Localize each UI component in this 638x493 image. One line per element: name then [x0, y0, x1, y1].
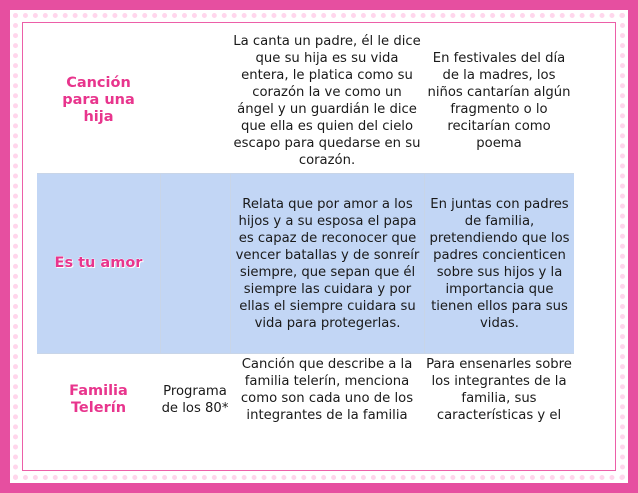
program-cell: Programa de los 80* [161, 383, 229, 416]
song-title: Canción para una hija [62, 75, 135, 125]
description-cell: Canción que describe a la familia telerín, menciona como son cada uno de los integrantes de la familia [240, 357, 414, 423]
program-cell [160, 174, 230, 353]
description-cell: La canta un padre, él le dice que su hija es su vida entera, le platica como su corazón la ve como un ángel y un guardián le dice que ella es quien del cielo escapo para quedarse en su corazón. [233, 33, 421, 168]
table-row [37, 354, 574, 445]
song-title-cell [37, 174, 160, 353]
song-title-cell [37, 354, 160, 445]
description-cell: Relata que por amor a los hijos y a su esposa el papa es capaz de reconocer que vencer batallas y de sonreír siempre, que sepan que él siempre las cuidara y por ellas el siempre cuidara su vida para protegerlas. [230, 174, 424, 353]
use-cell: Para ensenarles sobre los integrantes de la familia, sus características y el [426, 357, 572, 423]
songs-table [37, 28, 574, 445]
song-title: Es tu amor [54, 255, 143, 271]
table-row [37, 28, 574, 174]
program-cell [160, 28, 230, 173]
use-cell: En festivales del día de la madres, los niños cantarían algún fragmento o lo recitarían como poema [427, 50, 571, 151]
song-title-cell [37, 28, 160, 173]
song-title: Familia Telerín [69, 382, 128, 416]
use-cell: En juntas con padres de familia, pretendiendo que los padres concienticen sobre sus hijos y la importancia que tienen ellos para sus vidas. [424, 174, 574, 353]
table-row [37, 174, 574, 354]
